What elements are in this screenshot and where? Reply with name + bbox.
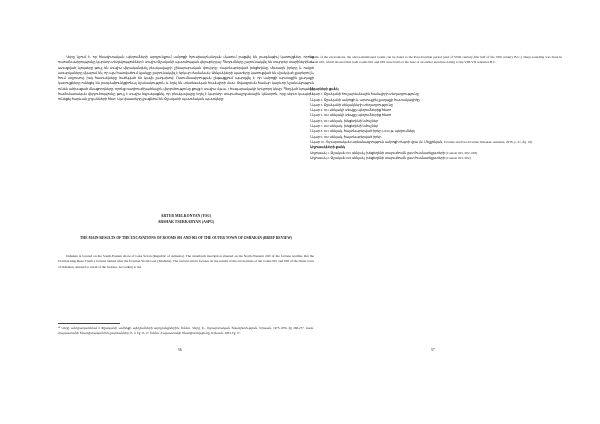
figure-and-table-list xyxy=(310,87,562,161)
footnotes xyxy=(58,326,314,336)
caption-item: Նկար 3. Օշականի սենյակների տեղադրությունը xyxy=(310,102,393,107)
footnote-divider xyxy=(58,323,120,324)
caption-item: Նկար 2. Օշականի ամրոցի և արտաքին քաղաքի հատակագիծը xyxy=(310,97,420,102)
author-name: ARTUR MELKONYAN (YSU) xyxy=(160,214,212,218)
reference-item: Աղյուսակ 1. Օշական 001 սենյակ, խեցեղենի տարածումն ըստ համատեքստերի (Context 001, 002, 003) xyxy=(310,150,478,155)
left-page xyxy=(58,0,314,424)
caption-item: Նկար 7. 002 սենյակ, խեցեղենի նմուշներ xyxy=(310,124,379,129)
caption-item: Նկար 8. 001 սենյակ, հայտնաբերված իրեր (2016 թ. պեղումներ) xyxy=(310,129,416,134)
english-summary xyxy=(58,254,314,270)
right-lead-text xyxy=(310,55,562,66)
left-body-text xyxy=(58,55,314,102)
lead-paragraph: results of the excavations, the above-mentioned rooms can be dated to the Post-Urartian period (end of VIIth century-first half of the VIth century B.C.). Deep sounding was done in Room 001, which showed that both rooms 001 and 002 were built on the base of an earlier structure dating to the VIII-VII centuries B.C. xyxy=(310,55,562,65)
footnote-text: ¹⁸ Կերը անդրադառնում է Օշականի ամրոցի պեղումների արդյունքներին, հմմտ. Կերը Ե., Ուրարտական հնագիտություն, Երևան, 1975-1976, էջ 268-277, նաև՝ Հայաստանի հնագիտական հուշարձաններ, հ. 2, էջ 15-17, հմմտ. Հայաստանի հնագիտությունը, Երևան, 2003, էջ 17։ xyxy=(58,326,314,335)
paper-title: THE MAIN RESULTS OF THE EXCAVATIONS OF ROOMS 001 AND 002 OF THE OUTER TOWN OF OSHAKAN (BRIEF REVIEW) xyxy=(80,236,292,240)
author-name: ARSHAK TSERKARYAN (ASPU) xyxy=(157,219,215,224)
caption-item: Նկար 10. Ուրարտական արձանագրություն ամրոցի ժայռի վրա (Ա. Մելքոնյան, Urartian and Post-Urartian Oshakan, Armenia, 2018, p. 31, fig. 19) xyxy=(310,139,533,144)
summary-paragraph: Oshakan is located on the South-Eastern shore of Lake Sevan (Republic of Armenia). The cuneiform inscription situated on the North-Western cliff of the fortress testifies that the Urartian king Rusa I built a fortress named after the Urartian Storm God (Teisheba). The current article focuses on the results of the excavations of the rooms 001 and 002 of the Outer town of Oshakan, situated to north of the fortress. According to the xyxy=(58,254,314,269)
page-number-left: 56 xyxy=(178,348,182,352)
body-paragraph: Կերը նշում է, որ հնագիտական պեղումների արդյունքում ամրոցի հյուսիսարևմտյան մասում բացվել են բազմաթիվ կառույցներ, որոնց ուսումնասիրությունը կարևոր տեղեկություններ է տալիս Օշականի պատմության վերաբերյալ։ Պեղումները շարունակվել են տարբեր տարիներին, և ստացված նյութերը թույլ են տալիս վերականգնել բնակավայրի շինարարական փուլերը։ Հայտնաբերված խեցեղենը, մետաղե իրերը և ոսկրե առարկաները վկայում են, որ այս հատվածում կյանքը շարունակվել է երկար ժամանակ։ Սենյակների պատերը կառուցված են մշակված քարերով և հում աղյուսով, իսկ հատակները ծածկված են կավե շաղախով։ Ուսումնասիրության ընթացքում պարզվել է, որ ամրոցի արտաքին քաղաքի կառույցները ունեցել են բազմաֆունկցիոնալ նշանակություն և եղել են տնտեսական համալիրի մաս։ Թվագրման համար կարևոր նշանակություն ունեն ածխացած մնացորդները, որոնց ռադիոածխածնային վերլուծությունը ցույց է տալիս մ.թ.ա. I հազարամյակի երկրորդ կեսը։ Պեղված նյութերի համեմատական վերլուծությունը թույլ է տալիս եզրակացնել, որ բնակավայրը եղել է կարևոր տարածաշրջանային կենտրոն, որը սերտ կապեր է ունեցել հարևան շրջանների հետ։ Այս փաստերը լրացնում են Օշականի պատմական պատկերը։ xyxy=(58,55,314,101)
caption-item: Նկար 4. 001 սենյակի տեսքը պեղումներից հետո xyxy=(310,108,392,113)
reference-item: Աղյուսակ 2. Օշական 002 սենյակ, խեցեղենի տարածումն ըստ համատեքստերի (Context 001, 002) xyxy=(310,155,471,160)
caption-item: Նկար 1. Օշականի հուշարձանային համալիրի տեղադրությունը xyxy=(310,92,419,97)
references-heading: Աղյուսակների ցանկ xyxy=(310,145,346,150)
right-page xyxy=(310,0,562,424)
authors-block xyxy=(58,214,314,225)
caption-item: Նկար 9. 002 սենյակ, հայտնաբերված իրեր xyxy=(310,134,382,139)
page-number-right: 57 xyxy=(431,348,435,352)
captions-heading: Նկարների ցանկ xyxy=(310,87,339,91)
caption-item: Նկար 5. 002 սենյակի տեսքը պեղումներից հետո xyxy=(310,113,392,118)
caption-item: Նկար 6. 001 սենյակ, խեցեղենի նմուշներ xyxy=(310,118,379,123)
